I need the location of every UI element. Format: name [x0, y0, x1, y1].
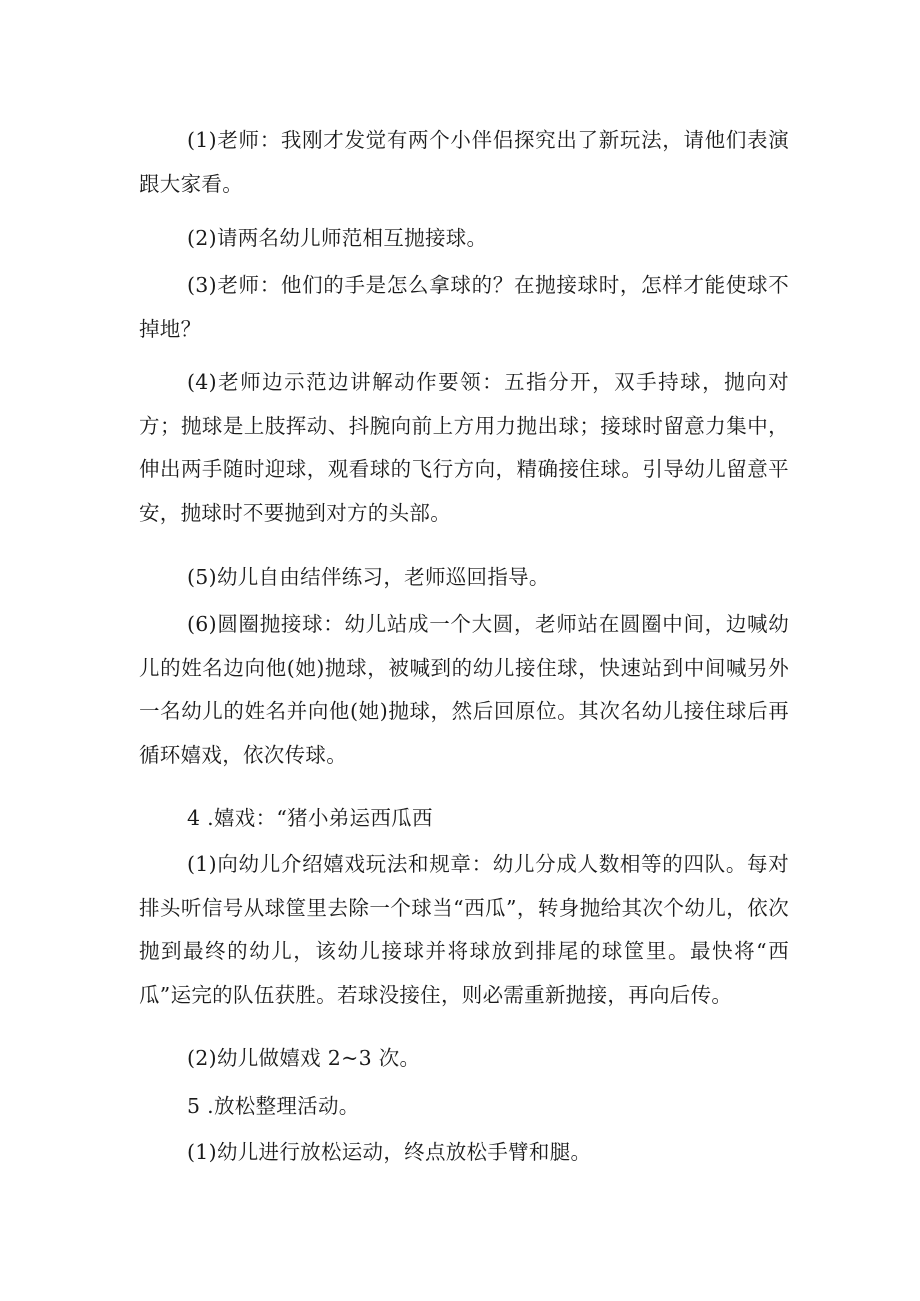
section-heading-5: 5 .放松整理活动。: [187, 1094, 360, 1118]
paragraph-1: (1)老师：我刚才发觉有两个小伴侣探究出了新玩法，请他们表演跟大家看。: [139, 128, 789, 196]
section-heading-4: 4 .嬉戏：“猪小弟运西瓜西: [187, 806, 433, 830]
paragraph-5: (5)幼儿自由结伴练习，老师巡回指导。: [187, 565, 550, 589]
paragraph-9: (1)幼儿进行放松运动，终点放松手臂和腿。: [187, 1140, 592, 1164]
paragraph-7: (1)向幼儿介绍嬉戏玩法和规章：幼儿分成人数相等的四队。每对排头听信号从球筐里去除一个球当“西瓜”，转身抛给其次个幼儿，依次抛到最终的幼儿，该幼儿接球并将球放到排尾的球筐里。最快将“西瓜”运完的队伍获胜。若球没接住，则必需重新抛接，再向后传。: [139, 852, 789, 1007]
paragraph-3: (3)老师：他们的手是怎么拿球的？在抛接球时，怎样才能使球不掉地？: [139, 273, 789, 341]
paragraph-2: (2)请两名幼儿师范相互抛接球。: [187, 226, 488, 250]
paragraph-8: (2)幼儿做嬉戏 2~3 次。: [187, 1046, 421, 1070]
paragraph-6: (6)圆圈抛接球：幼儿站成一个大圆，老师站在圆圈中间，边喊幼儿的姓名边向他(她)抛球，被喊到的幼儿接住球，快速站到中间喊另外一名幼儿的姓名并向他(她)抛球，然后回原位。其次名幼儿接住球后再循环嬉戏，依次传球。: [139, 612, 789, 767]
paragraph-4: (4)老师边示范边讲解动作要领：五指分开，双手持球，抛向对方；抛球是上肢挥动、抖腕向前上方用力抛出球；接球时留意力集中，伸出两手随时迎球，观看球的飞行方向，精确接住球。引导幼儿留意平安，抛球时不要抛到对方的头部。: [139, 370, 789, 525]
